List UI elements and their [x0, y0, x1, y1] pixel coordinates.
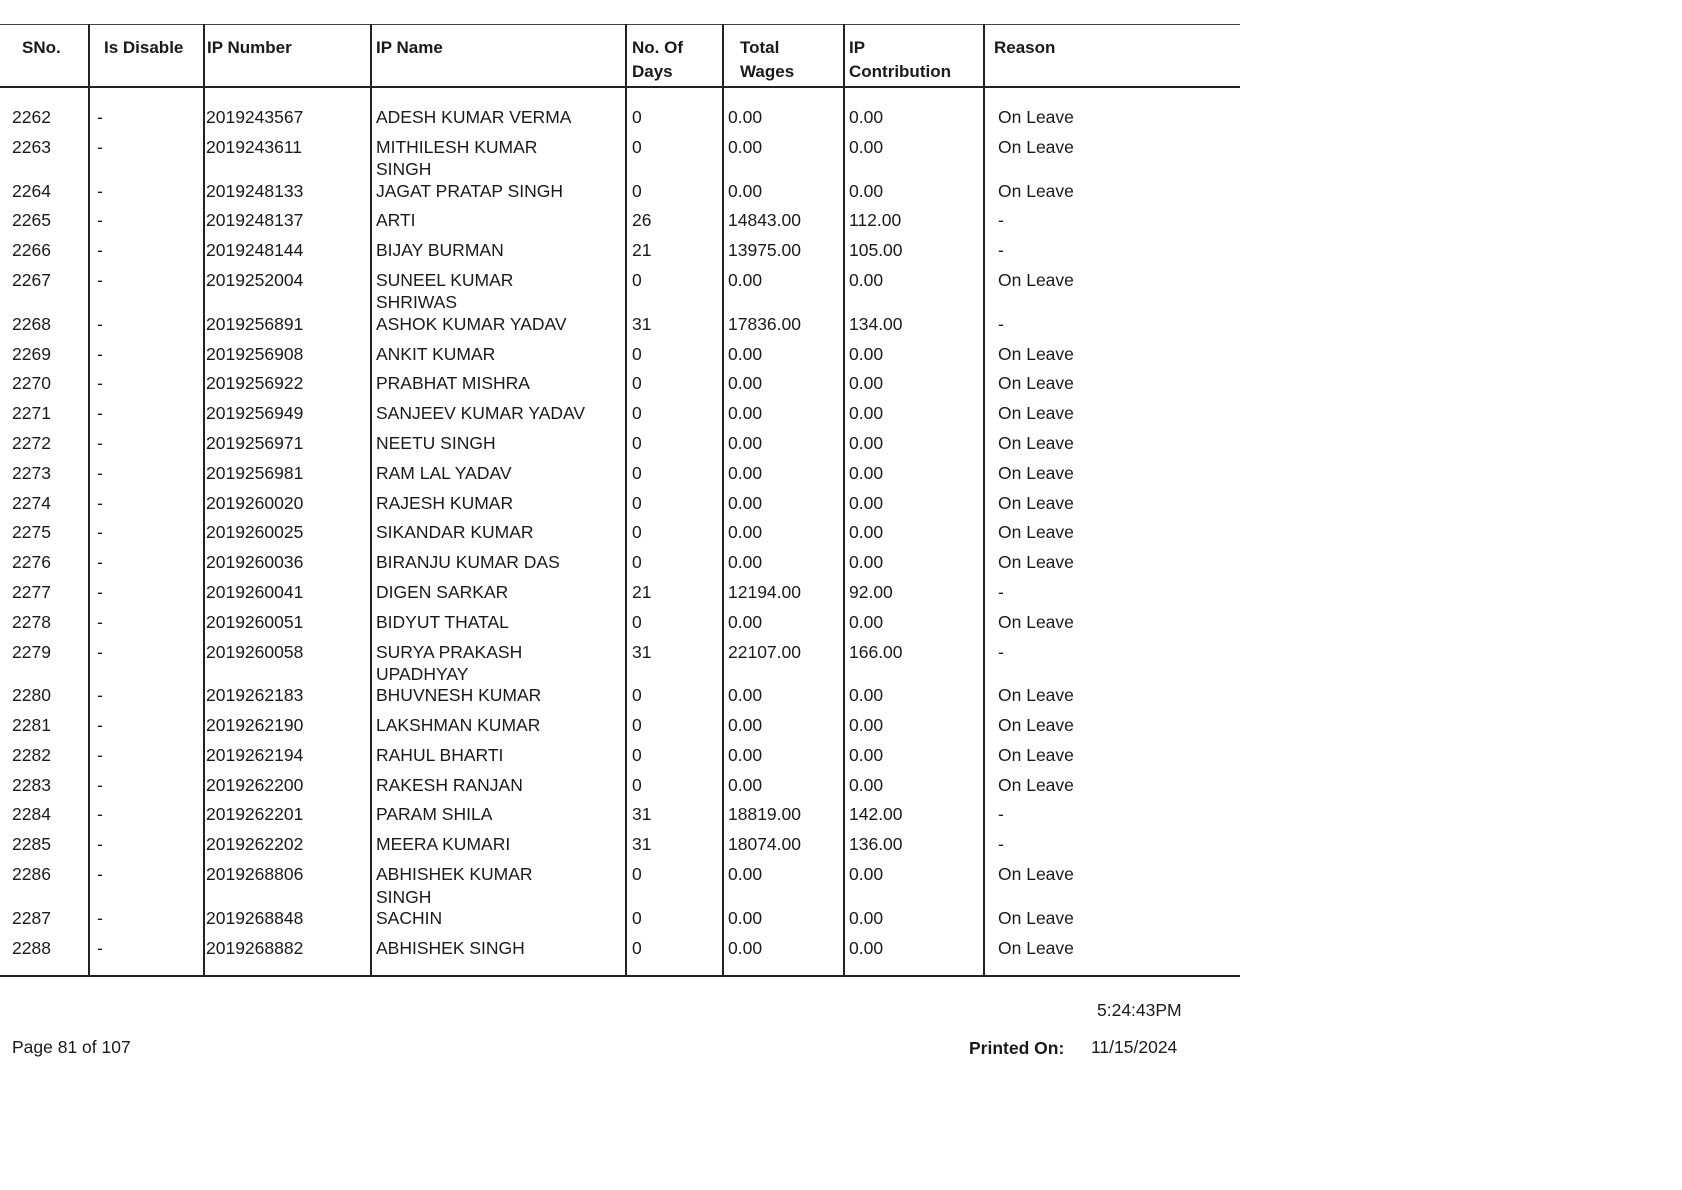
- column-header-days: [632, 36, 683, 84]
- column-header-reason: [994, 36, 1055, 60]
- column-header-line: Wages: [740, 62, 795, 81]
- cell-reason: On Leave: [998, 864, 1074, 885]
- cell-ip-name: SINGH: [376, 886, 432, 907]
- cell-ip-name: SANJEEV KUMAR YADAV: [376, 403, 586, 424]
- cell-is-disable: -: [97, 522, 103, 543]
- cell-contribution: 105.00: [849, 240, 903, 261]
- cell-sno: 2287: [12, 907, 51, 928]
- cell-is-disable: -: [97, 685, 103, 706]
- cell-contribution: 136.00: [849, 834, 903, 855]
- cell-days: 26: [632, 210, 652, 231]
- cell-sno: 2264: [12, 180, 51, 201]
- column-divider: [370, 24, 372, 977]
- cell-contribution: 0.00: [849, 107, 884, 127]
- cell-ip-number: 2019260036: [206, 552, 304, 573]
- cell-contribution: 0.00: [849, 715, 884, 736]
- cell-sno: 2286: [12, 864, 51, 885]
- cell-ip-name: PARAM SHILA: [376, 804, 493, 825]
- cell-wages: 0.00: [728, 269, 763, 290]
- cell-reason: -: [998, 313, 1004, 334]
- cell-reason: On Leave: [998, 432, 1074, 453]
- table-bottom-rule: [0, 975, 1240, 977]
- cell-wages: 0.00: [728, 136, 763, 157]
- cell-ip-number: 2019260058: [206, 641, 304, 662]
- cell-wages: 0.00: [728, 937, 763, 958]
- cell-sno: 2279: [12, 641, 51, 662]
- cell-ip-name: NEETU SINGH: [376, 432, 496, 453]
- cell-contribution: 112.00: [849, 210, 902, 231]
- cell-ip-name: MEERA KUMARI: [376, 834, 511, 855]
- cell-ip-number: 2019252004: [206, 269, 304, 290]
- cell-is-disable: -: [97, 492, 103, 513]
- cell-reason: -: [998, 240, 1004, 261]
- column-header-line: IP: [849, 38, 866, 57]
- cell-days: 31: [632, 313, 652, 334]
- cell-reason: On Leave: [998, 522, 1074, 543]
- cell-contribution: 0.00: [849, 462, 884, 483]
- cell-ip-name: ARTI: [376, 210, 416, 231]
- cell-sno: 2282: [12, 744, 51, 765]
- cell-is-disable: -: [97, 403, 103, 424]
- cell-sno: 2284: [12, 804, 51, 825]
- cell-reason: On Leave: [998, 552, 1074, 573]
- cell-ip-name: SIKANDAR KUMAR: [376, 522, 534, 543]
- cell-reason: On Leave: [998, 744, 1074, 765]
- page-number: Page 81 of 107: [12, 1037, 131, 1057]
- column-header-line: Reason: [994, 38, 1056, 57]
- cell-days: 0: [632, 864, 642, 885]
- column-header-line: Total: [740, 38, 780, 57]
- cell-ip-number: 2019256949: [206, 403, 304, 424]
- column-header-line: IP Name: [376, 38, 443, 57]
- cell-is-disable: -: [97, 581, 103, 602]
- cell-wages: 0.00: [728, 744, 763, 765]
- column-divider: [625, 24, 627, 977]
- cell-ip-name: BIDYUT THATAL: [376, 611, 509, 632]
- cell-ip-name: ANKIT KUMAR: [376, 343, 496, 364]
- cell-ip-number: 2019248137: [206, 210, 304, 231]
- column-divider: [983, 24, 985, 977]
- cell-sno: 2268: [12, 313, 51, 334]
- cell-wages: 0.00: [728, 180, 763, 201]
- cell-ip-number: 2019260025: [206, 522, 304, 543]
- cell-reason: On Leave: [998, 715, 1074, 736]
- cell-ip-name: ABHISHEK SINGH: [376, 937, 525, 958]
- cell-ip-number: 2019256908: [206, 343, 304, 364]
- cell-contribution: 0.00: [849, 611, 884, 632]
- cell-ip-number: 2019262194: [206, 744, 304, 765]
- cell-days: 0: [632, 937, 642, 958]
- cell-contribution: 0.00: [849, 343, 884, 364]
- cell-days: 0: [632, 136, 642, 157]
- cell-reason: On Leave: [998, 107, 1074, 127]
- cell-is-disable: -: [97, 136, 103, 157]
- cell-sno: 2262: [12, 107, 51, 127]
- column-divider: [843, 24, 845, 977]
- cell-sno: 2267: [12, 269, 51, 290]
- cell-sno: 2271: [12, 403, 51, 424]
- cell-reason: On Leave: [998, 180, 1074, 201]
- cell-days: 0: [632, 432, 642, 453]
- header-bottom-rule: [0, 86, 1240, 88]
- cell-reason: On Leave: [998, 403, 1074, 424]
- cell-is-disable: -: [97, 432, 103, 453]
- column-header-ip-number: [207, 36, 292, 60]
- cell-is-disable: -: [97, 641, 103, 662]
- cell-contribution: 0.00: [849, 136, 884, 157]
- column-header-wages: [740, 36, 794, 84]
- cell-days: 0: [632, 744, 642, 765]
- cell-is-disable: -: [97, 313, 103, 334]
- cell-ip-number: 2019262200: [206, 774, 304, 795]
- cell-sno: 2281: [12, 715, 51, 736]
- cell-is-disable: -: [97, 774, 103, 795]
- cell-reason: On Leave: [998, 685, 1074, 706]
- column-header-line: Days: [632, 62, 673, 81]
- cell-contribution: 0.00: [849, 373, 884, 394]
- cell-days: 0: [632, 269, 642, 290]
- cell-reason: -: [998, 210, 1004, 231]
- printed-on-label: Printed On:: [969, 1038, 1065, 1058]
- cell-sno: 2280: [12, 685, 51, 706]
- cell-contribution: 0.00: [849, 774, 884, 795]
- cell-days: 0: [632, 907, 642, 928]
- cell-wages: 0.00: [728, 715, 763, 736]
- cell-contribution: 0.00: [849, 432, 884, 453]
- cell-ip-number: 2019268882: [206, 937, 304, 958]
- cell-is-disable: -: [97, 937, 103, 958]
- cell-is-disable: -: [97, 804, 103, 825]
- cell-sno: 2266: [12, 240, 51, 261]
- column-divider: [203, 24, 205, 977]
- cell-contribution: 0.00: [849, 492, 884, 513]
- cell-days: 0: [632, 611, 642, 632]
- cell-ip-name: UPADHYAY: [376, 664, 469, 684]
- cell-days: 0: [632, 552, 642, 573]
- cell-contribution: 0.00: [849, 907, 884, 928]
- cell-sno: 2263: [12, 136, 51, 157]
- cell-reason: -: [998, 834, 1004, 855]
- cell-is-disable: -: [97, 834, 103, 855]
- cell-ip-number: 2019243611: [206, 136, 303, 157]
- cell-ip-name: LAKSHMAN KUMAR: [376, 715, 541, 736]
- cell-ip-name: JAGAT PRATAP SINGH: [376, 180, 564, 201]
- cell-wages: 0.00: [728, 373, 763, 394]
- cell-ip-number: 2019256891: [206, 313, 304, 334]
- cell-ip-name: RAJESH KUMAR: [376, 492, 514, 513]
- cell-sno: 2276: [12, 552, 51, 573]
- cell-contribution: 0.00: [849, 269, 884, 290]
- cell-reason: On Leave: [998, 937, 1074, 958]
- cell-contribution: 166.00: [849, 641, 903, 662]
- cell-ip-name: ABHISHEK KUMAR: [376, 864, 533, 885]
- cell-reason: On Leave: [998, 774, 1074, 795]
- cell-days: 0: [632, 180, 642, 201]
- cell-wages: 0.00: [728, 774, 763, 795]
- cell-ip-name: ASHOK KUMAR YADAV: [376, 313, 567, 334]
- cell-ip-name: RAKESH RANJAN: [376, 774, 523, 795]
- cell-wages: 13975.00: [728, 240, 801, 261]
- cell-wages: 22107.00: [728, 641, 801, 662]
- cell-wages: 0.00: [728, 552, 763, 573]
- cell-reason: On Leave: [998, 907, 1074, 928]
- cell-is-disable: -: [97, 269, 103, 290]
- cell-ip-number: 2019260041: [206, 581, 304, 602]
- column-divider: [88, 24, 90, 977]
- cell-is-disable: -: [97, 240, 103, 261]
- cell-ip-name: BHUVNESH KUMAR: [376, 685, 542, 706]
- cell-ip-number: 2019268848: [206, 907, 304, 928]
- cell-contribution: 92.00: [849, 581, 893, 602]
- cell-wages: 0.00: [728, 432, 763, 453]
- column-header-ip-name: [376, 36, 443, 60]
- cell-reason: -: [998, 641, 1004, 662]
- cell-ip-name: DIGEN SARKAR: [376, 581, 509, 602]
- column-header-line: SNo.: [22, 38, 61, 57]
- cell-days: 31: [632, 641, 652, 662]
- cell-ip-name: SUNEEL KUMAR: [376, 269, 514, 290]
- cell-reason: -: [998, 581, 1004, 602]
- cell-sno: 2269: [12, 343, 51, 364]
- cell-ip-number: 2019260020: [206, 492, 304, 513]
- cell-contribution: 0.00: [849, 522, 884, 543]
- cell-is-disable: -: [97, 210, 103, 231]
- cell-reason: On Leave: [998, 373, 1074, 394]
- cell-reason: On Leave: [998, 492, 1074, 513]
- cell-wages: 0.00: [728, 462, 763, 483]
- cell-ip-number: 2019260051: [206, 611, 304, 632]
- cell-wages: 0.00: [728, 611, 763, 632]
- cell-ip-name: RAHUL BHARTI: [376, 744, 504, 765]
- cell-days: 0: [632, 107, 642, 127]
- cell-ip-number: 2019268806: [206, 864, 304, 885]
- cell-contribution: 0.00: [849, 552, 884, 573]
- cell-contribution: 0.00: [849, 744, 884, 765]
- cell-is-disable: -: [97, 611, 103, 632]
- cell-days: 0: [632, 343, 642, 364]
- cell-sno: 2270: [12, 373, 51, 394]
- cell-is-disable: -: [97, 373, 103, 394]
- cell-reason: -: [998, 804, 1004, 825]
- cell-sno: 2283: [12, 774, 51, 795]
- cell-wages: 0.00: [728, 403, 763, 424]
- printed-on-date: 11/15/2024: [1091, 1037, 1178, 1057]
- cell-days: 21: [632, 240, 652, 261]
- cell-sno: 2273: [12, 462, 51, 483]
- column-header-line: IP Number: [207, 38, 292, 57]
- cell-contribution: 0.00: [849, 685, 884, 706]
- cell-wages: 0.00: [728, 107, 763, 127]
- cell-wages: 12194.00: [728, 581, 801, 602]
- cell-ip-name: BIJAY BURMAN: [376, 240, 504, 261]
- cell-sno: 2274: [12, 492, 51, 513]
- cell-ip-number: 2019262190: [206, 715, 304, 736]
- cell-days: 0: [632, 373, 642, 394]
- cell-days: 0: [632, 462, 642, 483]
- cell-ip-number: 2019256922: [206, 373, 304, 394]
- cell-contribution: 0.00: [849, 864, 884, 885]
- cell-is-disable: -: [97, 715, 103, 736]
- cell-days: 31: [632, 804, 652, 825]
- cell-days: 31: [632, 834, 652, 855]
- cell-reason: On Leave: [998, 462, 1074, 483]
- column-header-line: No. Of: [632, 38, 683, 57]
- cell-ip-name: SURYA PRAKASH: [376, 641, 523, 662]
- cell-contribution: 0.00: [849, 403, 884, 424]
- cell-ip-name: MITHILESH KUMAR: [376, 136, 538, 157]
- cell-sno: 2265: [12, 210, 51, 231]
- column-header-contribution: [849, 36, 951, 84]
- cell-sno: 2285: [12, 834, 51, 855]
- cell-ip-number: 2019262202: [206, 834, 304, 855]
- cell-reason: On Leave: [998, 611, 1074, 632]
- cell-reason: On Leave: [998, 136, 1074, 157]
- cell-is-disable: -: [97, 107, 103, 127]
- cell-days: 0: [632, 403, 642, 424]
- cell-wages: 0.00: [728, 492, 763, 513]
- cell-ip-number: 2019243567: [206, 107, 304, 127]
- cell-reason: On Leave: [998, 343, 1074, 364]
- column-header-line: Contribution: [849, 62, 951, 81]
- cell-sno: 2275: [12, 522, 51, 543]
- cell-ip-name: SHRIWAS: [376, 292, 458, 313]
- cell-days: 0: [632, 715, 642, 736]
- cell-days: 0: [632, 685, 642, 706]
- cell-days: 0: [632, 522, 642, 543]
- cell-contribution: 0.00: [849, 937, 884, 958]
- cell-is-disable: -: [97, 864, 103, 885]
- cell-days: 0: [632, 774, 642, 795]
- cell-wages: 18819.00: [728, 804, 801, 825]
- cell-ip-name: PRABHAT MISHRA: [376, 373, 530, 394]
- cell-ip-name: ADESH KUMAR VERMA: [376, 107, 572, 127]
- cell-wages: 0.00: [728, 685, 763, 706]
- cell-ip-number: 2019256981: [206, 462, 304, 483]
- cell-ip-number: 2019248144: [206, 240, 304, 261]
- column-divider: [722, 24, 724, 977]
- cell-wages: 0.00: [728, 343, 763, 364]
- cell-is-disable: -: [97, 552, 103, 573]
- cell-days: 0: [632, 492, 642, 513]
- column-header-line: Is Disable: [104, 38, 184, 57]
- cell-ip-name: RAM LAL YADAV: [376, 462, 512, 483]
- cell-contribution: 0.00: [849, 180, 884, 201]
- column-header-is-disable: [104, 36, 183, 60]
- cell-is-disable: -: [97, 462, 103, 483]
- cell-sno: 2288: [12, 937, 51, 958]
- column-header-sno: [22, 36, 61, 60]
- cell-ip-name: SACHIN: [376, 907, 443, 928]
- cell-is-disable: -: [97, 744, 103, 765]
- cell-ip-name: SINGH: [376, 159, 432, 180]
- cell-sno: 2277: [12, 581, 51, 602]
- cell-ip-number: 2019262201: [206, 804, 304, 825]
- cell-sno: 2278: [12, 611, 51, 632]
- cell-wages: 0.00: [728, 522, 763, 543]
- cell-is-disable: -: [97, 907, 103, 928]
- print-time: 5:24:43PM: [1097, 1000, 1182, 1020]
- cell-wages: 0.00: [728, 907, 763, 928]
- cell-contribution: 142.00: [849, 804, 903, 825]
- cell-is-disable: -: [97, 343, 103, 364]
- cell-contribution: 134.00: [849, 313, 903, 334]
- cell-ip-number: 2019262183: [206, 685, 304, 706]
- cell-ip-number: 2019248133: [206, 180, 304, 201]
- cell-wages: 18074.00: [728, 834, 801, 855]
- cell-days: 21: [632, 581, 652, 602]
- cell-wages: 0.00: [728, 864, 763, 885]
- cell-wages: 17836.00: [728, 313, 801, 334]
- cell-ip-number: 2019256971: [206, 432, 304, 453]
- cell-is-disable: -: [97, 180, 103, 201]
- cell-sno: 2272: [12, 432, 51, 453]
- cell-wages: 14843.00: [728, 210, 801, 231]
- table-top-rule: [0, 24, 1240, 25]
- cell-reason: On Leave: [998, 269, 1074, 290]
- cell-ip-name: BIRANJU KUMAR DAS: [376, 552, 560, 573]
